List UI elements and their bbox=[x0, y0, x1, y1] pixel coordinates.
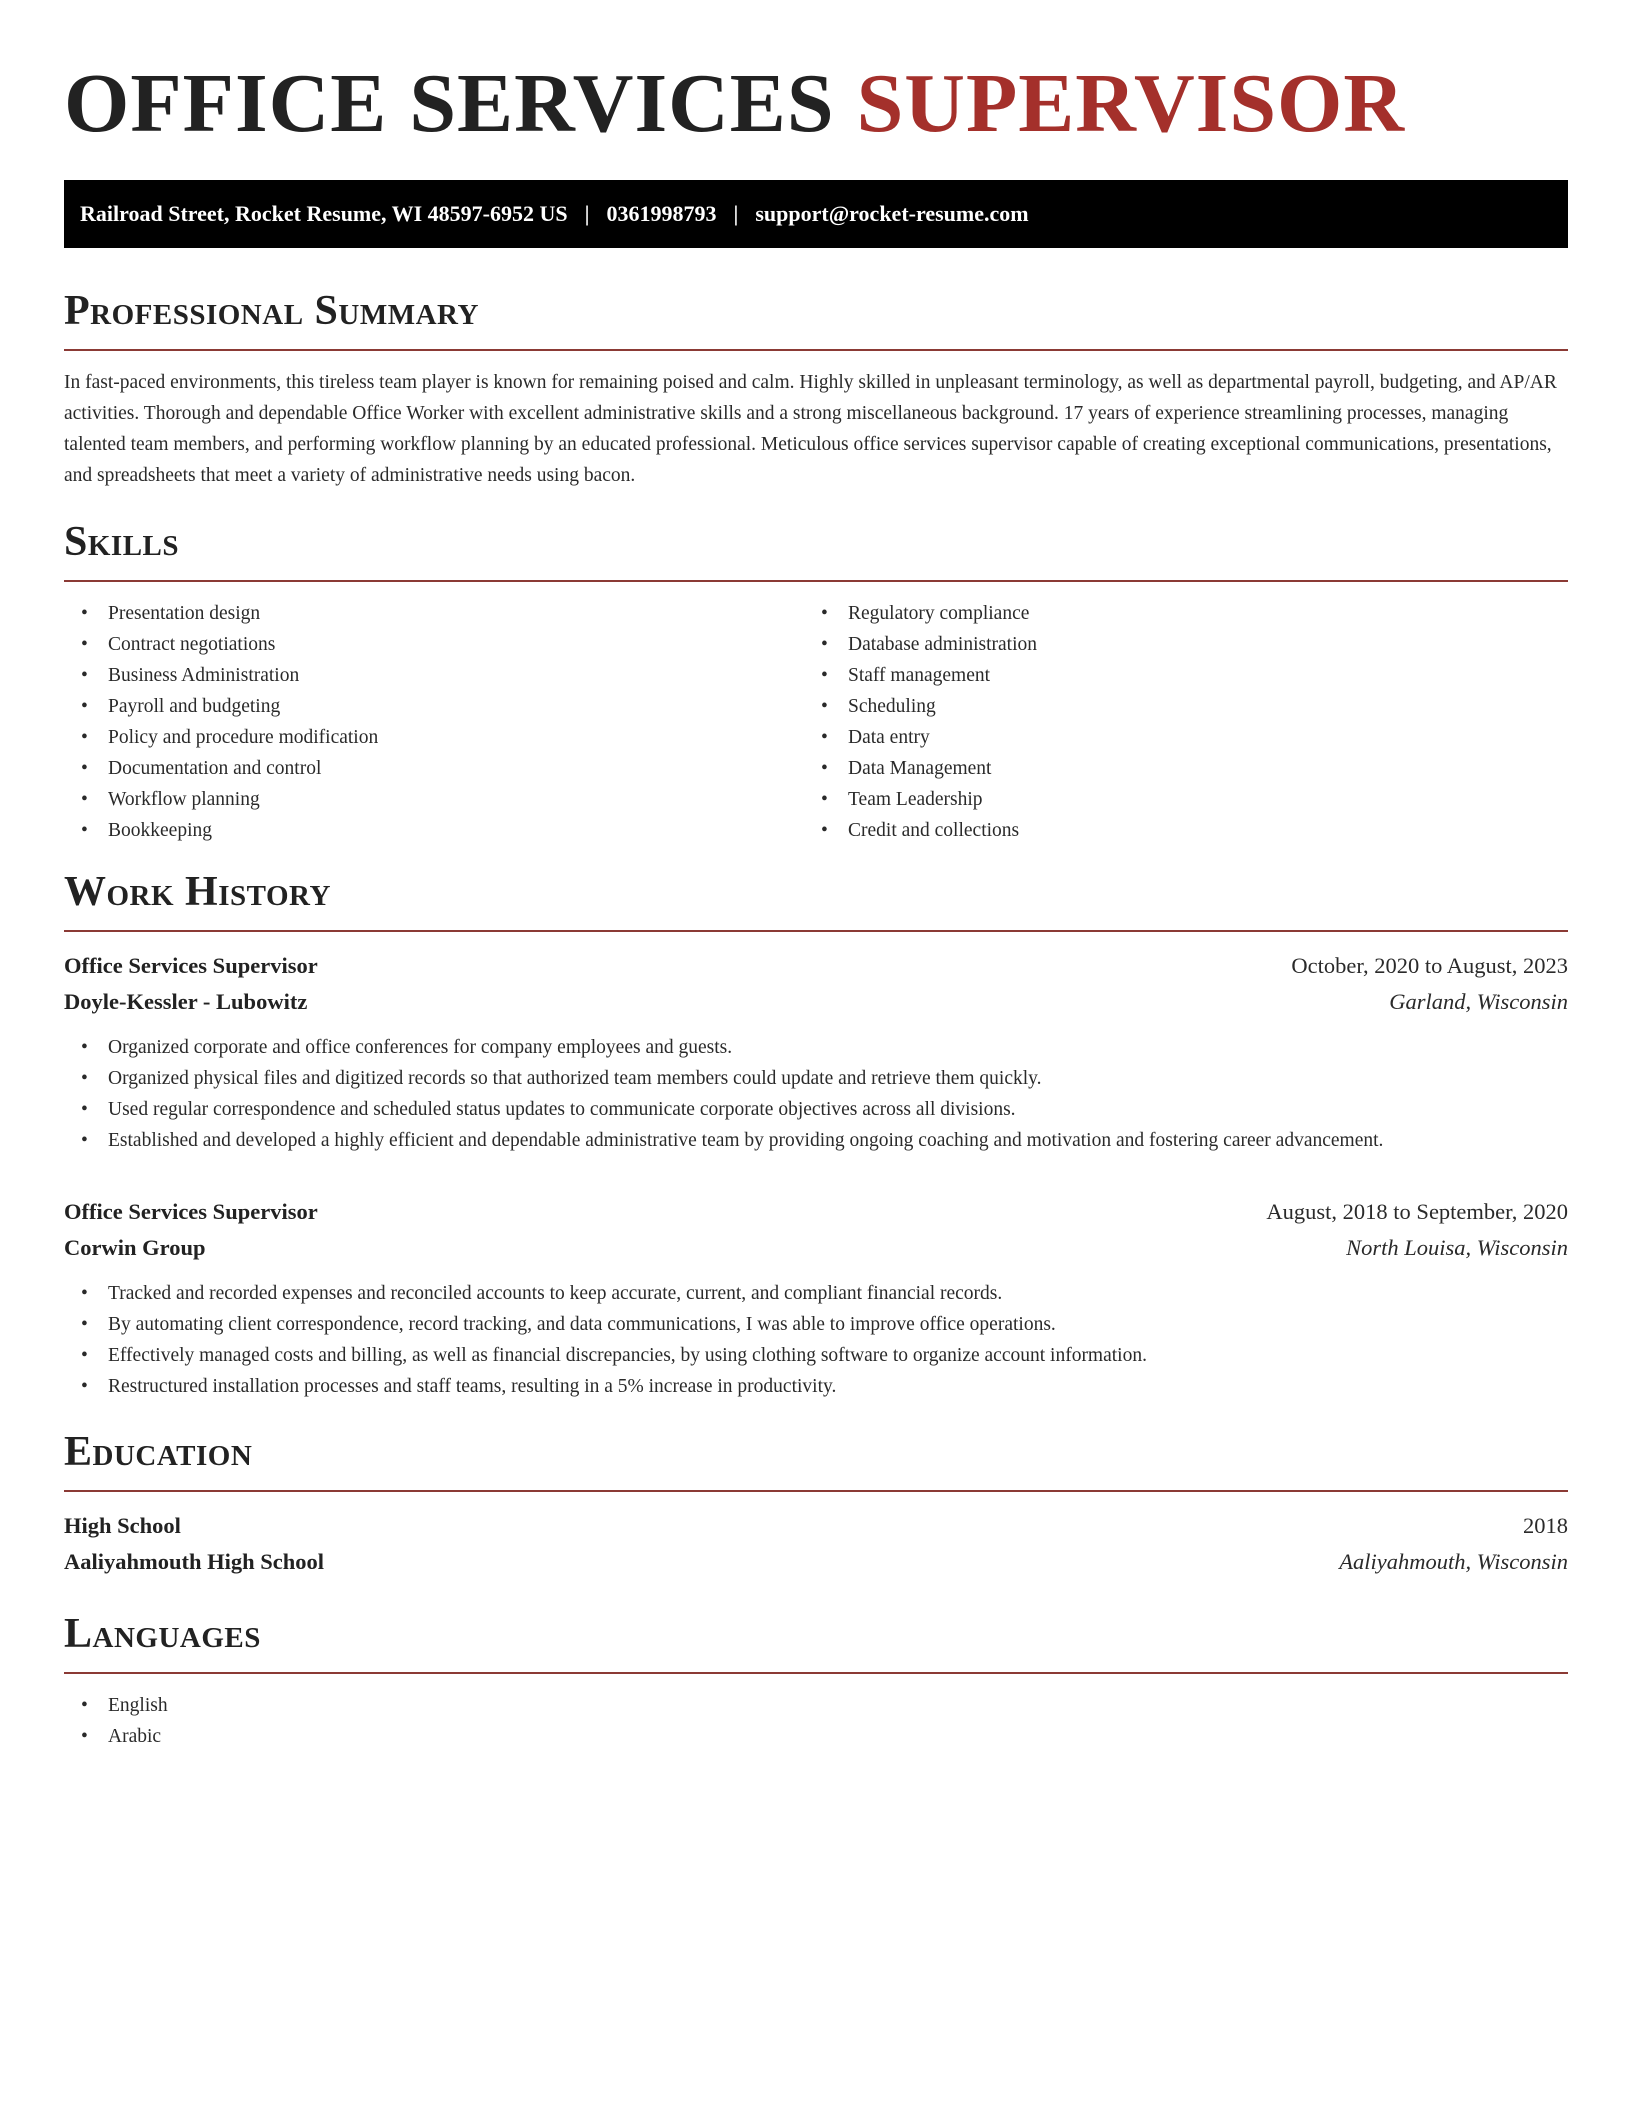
contact-phone[interactable]: 0361998793 bbox=[606, 201, 717, 226]
job-company: Doyle-Kessler - Lubowitz bbox=[64, 989, 308, 1014]
education-location: Aaliyahmouth, Wisconsin bbox=[1339, 1549, 1568, 1574]
skill-item: • Data entry bbox=[804, 722, 1544, 753]
language-item: • Arabic bbox=[64, 1721, 1568, 1752]
contact-separator: | bbox=[584, 201, 590, 226]
education-degree: High School bbox=[64, 1513, 181, 1538]
job-bullet: • Restructured installation processes and staff teams, resulting in a 5% increase in productivity. bbox=[64, 1371, 1568, 1402]
job-location: North Louisa, Wisconsin bbox=[1346, 1235, 1568, 1260]
skill-item: • Workflow planning bbox=[64, 784, 804, 815]
job-company: Corwin Group bbox=[64, 1235, 206, 1260]
section-divider bbox=[64, 1672, 1568, 1674]
section-heading-education: Education bbox=[64, 1429, 253, 1475]
job-bullet: • Tracked and recorded expenses and reconciled accounts to keep accurate, current, and compliant financial records. bbox=[64, 1278, 1568, 1309]
skill-item: • Bookkeeping bbox=[64, 815, 804, 846]
skills-column-left bbox=[64, 598, 804, 846]
title-first-part: OFFICE SERVICES bbox=[64, 57, 835, 150]
section-divider bbox=[64, 349, 1568, 351]
work-history-section bbox=[64, 868, 1568, 1402]
education-school: Aaliyahmouth High School bbox=[64, 1549, 325, 1574]
section-heading-skills: Skills bbox=[64, 519, 180, 565]
job-title: Office Services Supervisor bbox=[64, 1199, 318, 1224]
job-bullets bbox=[64, 1032, 1568, 1156]
contact-address: Railroad Street, Rocket Resume, WI 48597-6952 US bbox=[80, 201, 568, 226]
skill-item: • Scheduling bbox=[804, 691, 1544, 722]
section-divider bbox=[64, 580, 1568, 582]
job-company-row bbox=[64, 984, 1568, 1020]
job-company-row bbox=[64, 1230, 1568, 1266]
languages-list bbox=[64, 1690, 1568, 1752]
skill-item: • Presentation design bbox=[64, 598, 804, 629]
job-dates: August, 2018 to September, 2020 bbox=[1266, 1199, 1568, 1224]
skill-item: • Business Administration bbox=[64, 660, 804, 691]
skills-section bbox=[64, 518, 1568, 846]
language-item: • English bbox=[64, 1690, 1568, 1721]
contact-separator: | bbox=[733, 201, 739, 226]
job-header-row bbox=[64, 948, 1568, 984]
skills-list bbox=[64, 598, 1568, 846]
job-bullet: • Established and developed a highly efficient and dependable administrative team by providing ongoing coaching and motivation and fostering career advancement. bbox=[64, 1125, 1568, 1156]
summary-text: In fast-paced environments, this tireless team player is known for remaining poised and calm. Highly skilled in unpleasant terminology, as well as departmental payroll, budgeting, and AP/AR activities. Thorough and dependable Office Worker with excellent administrative skills and a strong miscellaneous background. 17 years of experience streamlining processes, managing talented team members, and performing workflow planning by an educated professional. Meticulous office services supervisor capable of creating exceptional communications, presentations, and spreadsheets that meet a variety of administrative needs using bacon. bbox=[64, 372, 1557, 486]
section-divider bbox=[64, 1490, 1568, 1492]
skill-item: • Policy and procedure modification bbox=[64, 722, 804, 753]
education-school-row bbox=[64, 1544, 1568, 1580]
job-bullet: • Organized physical files and digitized records so that authorized team members could update and retrieve them quickly. bbox=[64, 1063, 1568, 1094]
resume-title bbox=[64, 0, 1568, 150]
job-dates: October, 2020 to August, 2023 bbox=[1291, 953, 1568, 978]
skills-column-right bbox=[804, 598, 1544, 846]
skill-item: • Credit and collections bbox=[804, 815, 1544, 846]
job-bullet: • Effectively managed costs and billing, as well as financial discrepancies, by using clothing software to organize account information. bbox=[64, 1340, 1568, 1371]
summary-section bbox=[64, 287, 1568, 491]
job-location: Garland, Wisconsin bbox=[1389, 989, 1568, 1014]
title-second-part: SUPERVISOR bbox=[856, 57, 1406, 150]
skill-item: • Payroll and budgeting bbox=[64, 691, 804, 722]
job-entry bbox=[64, 948, 1568, 1156]
skill-item: • Regulatory compliance bbox=[804, 598, 1544, 629]
section-heading-work-history: Work History bbox=[64, 869, 331, 915]
contact-bar bbox=[64, 180, 1568, 248]
education-section bbox=[64, 1428, 1568, 1580]
education-entry bbox=[64, 1508, 1568, 1580]
job-bullet: • Organized corporate and office conferences for company employees and guests. bbox=[64, 1032, 1568, 1063]
skill-item: • Contract negotiations bbox=[64, 629, 804, 660]
contact-email[interactable]: support@rocket-resume.com bbox=[755, 201, 1029, 226]
education-year: 2018 bbox=[1523, 1513, 1568, 1538]
section-heading-summary: Professional Summary bbox=[64, 288, 479, 334]
skill-item: • Database administration bbox=[804, 629, 1544, 660]
skill-item: • Team Leadership bbox=[804, 784, 1544, 815]
job-header-row bbox=[64, 1194, 1568, 1230]
job-bullet: • Used regular correspondence and scheduled status updates to communicate corporate objectives across all divisions. bbox=[64, 1094, 1568, 1125]
skill-item: • Documentation and control bbox=[64, 753, 804, 784]
section-heading-languages: Languages bbox=[64, 1611, 261, 1657]
job-bullets bbox=[64, 1278, 1568, 1402]
job-title: Office Services Supervisor bbox=[64, 953, 318, 978]
languages-section bbox=[64, 1610, 1568, 1752]
skill-item: • Staff management bbox=[804, 660, 1544, 691]
education-header-row bbox=[64, 1508, 1568, 1544]
job-bullet: • By automating client correspondence, record tracking, and data communications, I was able to improve office operations. bbox=[64, 1309, 1568, 1340]
section-divider bbox=[64, 930, 1568, 932]
skill-item: • Data Management bbox=[804, 753, 1544, 784]
job-entry bbox=[64, 1194, 1568, 1402]
